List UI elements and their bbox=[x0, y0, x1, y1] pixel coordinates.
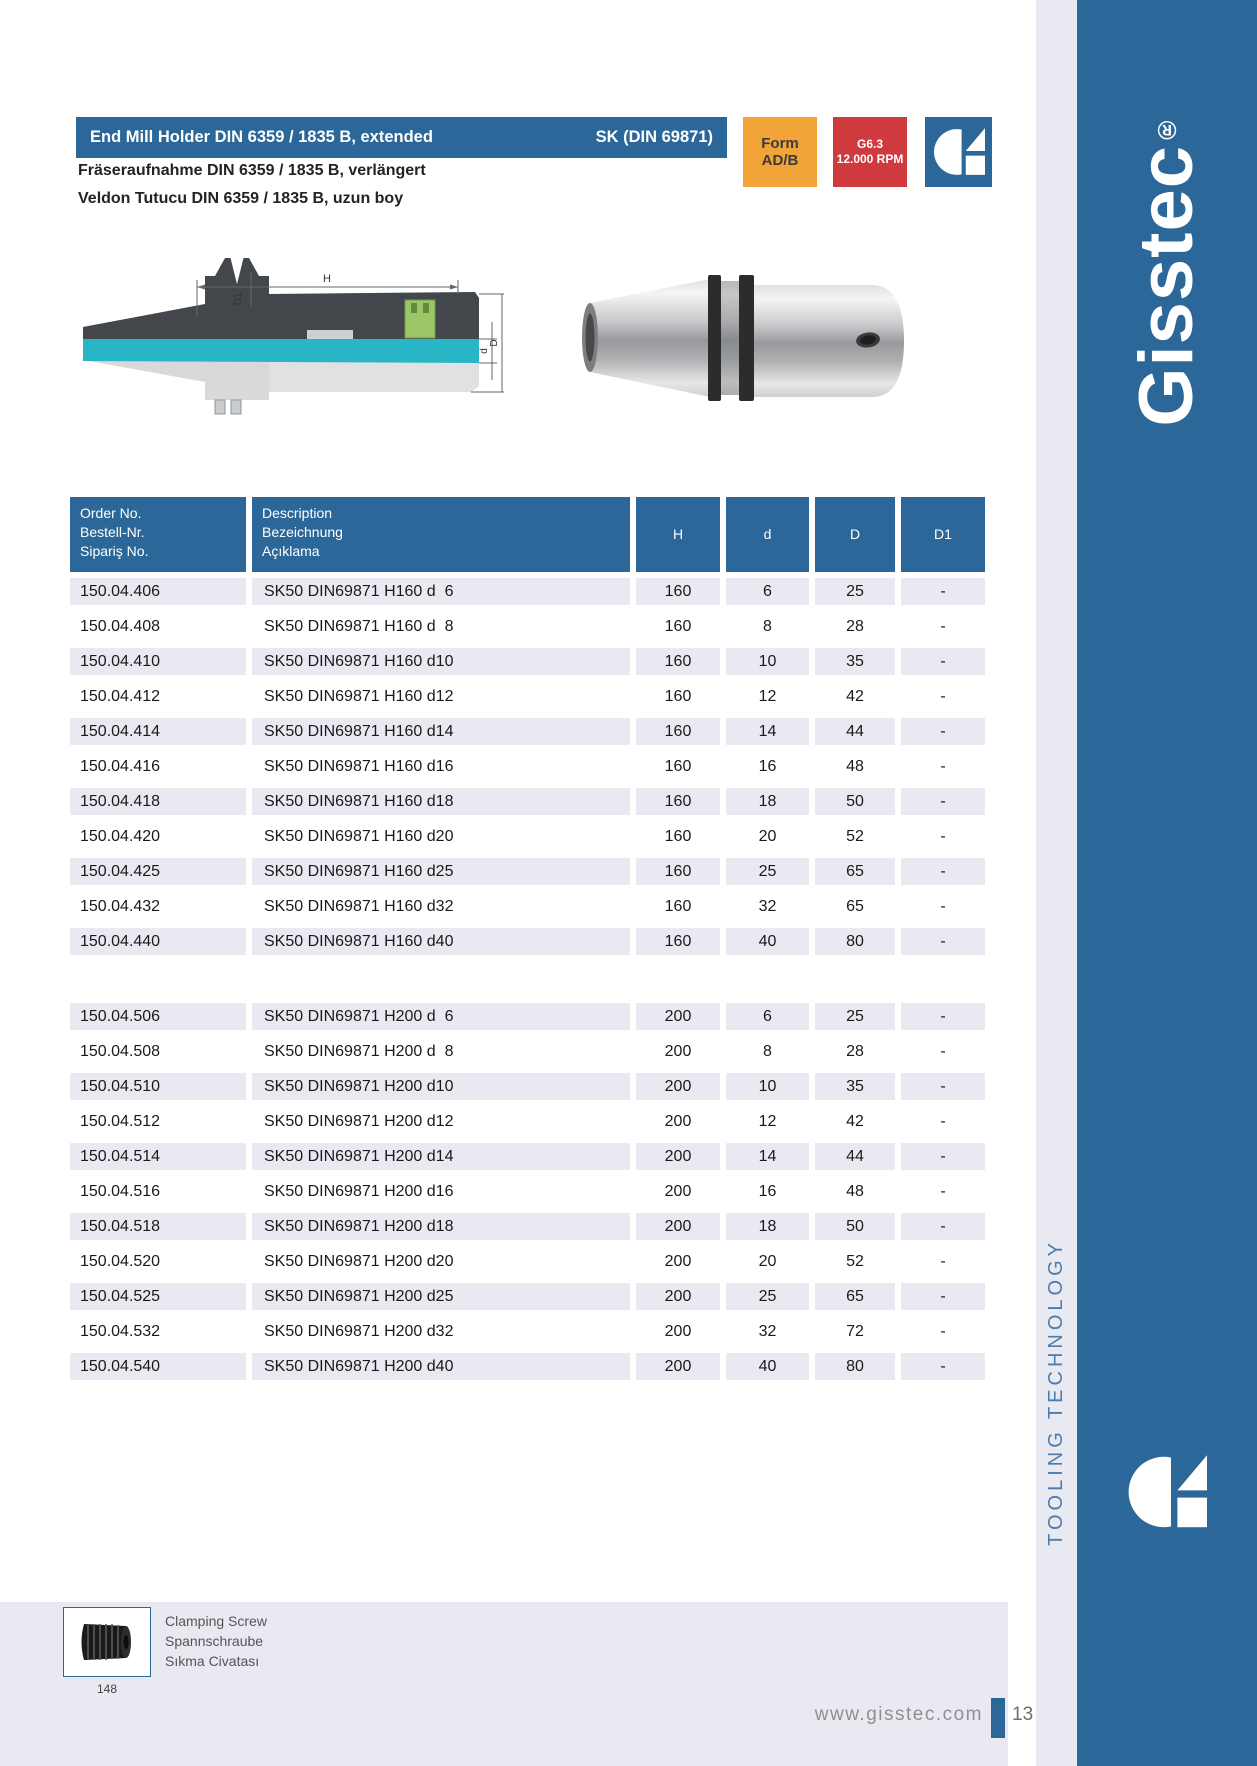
dim-label-D: D bbox=[489, 339, 500, 347]
cell-D: 52 bbox=[846, 828, 864, 845]
cell-order-no: 150.04.410 bbox=[70, 648, 246, 675]
cell-H: 160 bbox=[664, 898, 692, 915]
cell-description: SK50 DIN69871 H200 d18 bbox=[252, 1213, 630, 1240]
cell-D: 50 bbox=[815, 788, 895, 815]
cell-D1: - bbox=[940, 1253, 946, 1270]
cell-order-no: 150.04.420 bbox=[80, 828, 161, 845]
cell-order-no: 150.04.532 bbox=[80, 1323, 161, 1340]
header-order-line1: Order No. bbox=[80, 505, 142, 521]
brand-wordmark-wrap bbox=[1077, 60, 1257, 480]
header-desc-line1: Description bbox=[262, 505, 333, 521]
cell-order-no: 150.04.406 bbox=[70, 578, 246, 605]
cell-D: 28 bbox=[846, 618, 864, 635]
cell-H: 160 bbox=[636, 578, 720, 605]
cell-D1: - bbox=[940, 688, 946, 705]
cell-order-no: 150.04.440 bbox=[70, 928, 246, 955]
cell-D1: - bbox=[940, 1183, 946, 1200]
header-order-line2: Bestell-Nr. bbox=[80, 524, 145, 540]
cell-H: 200 bbox=[664, 1043, 692, 1060]
cell-description: SK50 DIN69871 H200 d 6 bbox=[252, 1003, 630, 1030]
cell-D1: - bbox=[901, 578, 985, 605]
cell-D1: - bbox=[901, 788, 985, 815]
cell-D1: - bbox=[901, 1353, 985, 1380]
cell-description: SK50 DIN69871 H200 d16 bbox=[264, 1183, 454, 1200]
table-row bbox=[70, 1108, 985, 1135]
cell-order-no: 150.04.412 bbox=[80, 688, 161, 705]
cell-order-no: 150.04.506 bbox=[70, 1003, 246, 1030]
cell-d: 8 bbox=[763, 1043, 772, 1060]
table-row bbox=[70, 578, 985, 605]
cell-d: 32 bbox=[758, 1323, 777, 1340]
cell-description: SK50 DIN69871 H160 d20 bbox=[264, 828, 454, 845]
cell-D: 52 bbox=[846, 1253, 864, 1270]
cell-description: SK50 DIN69871 H160 d40 bbox=[252, 928, 630, 955]
cell-order-no: 150.04.418 bbox=[70, 788, 246, 815]
table-group-gap bbox=[70, 963, 985, 1003]
table-row bbox=[70, 1283, 985, 1310]
cell-H: 200 bbox=[636, 1213, 720, 1240]
cell-order-no: 150.04.540 bbox=[70, 1353, 246, 1380]
cell-D: 44 bbox=[815, 718, 895, 745]
cell-H: 160 bbox=[636, 718, 720, 745]
balance-grade-badge bbox=[833, 117, 907, 187]
cell-D1: - bbox=[901, 718, 985, 745]
cell-D1: - bbox=[940, 1323, 946, 1340]
cell-H: 200 bbox=[664, 1183, 692, 1200]
cell-description: SK50 DIN69871 H200 d10 bbox=[252, 1073, 630, 1100]
cell-d: 10 bbox=[726, 648, 809, 675]
table-row bbox=[70, 928, 985, 955]
cell-D1: - bbox=[901, 1283, 985, 1310]
header-order-line3: Sipariş No. bbox=[80, 543, 149, 559]
cell-order-no: 150.04.518 bbox=[70, 1213, 246, 1240]
table-row bbox=[70, 1073, 985, 1100]
table-row bbox=[70, 648, 985, 675]
cell-D: 28 bbox=[846, 1043, 864, 1060]
cell-D1: - bbox=[940, 618, 946, 635]
clamping-screw-image-frame bbox=[63, 1607, 151, 1677]
table-row bbox=[70, 1318, 985, 1345]
page-number-tab bbox=[991, 1698, 1005, 1738]
page-number: 13 bbox=[1012, 1704, 1034, 1725]
cell-d: 25 bbox=[726, 1283, 809, 1310]
cell-description: SK50 DIN69871 H200 d25 bbox=[252, 1283, 630, 1310]
cell-D1: - bbox=[940, 1113, 946, 1130]
cell-D1: - bbox=[901, 1143, 985, 1170]
accessory-footer-block bbox=[0, 1602, 1008, 1766]
cell-H: 160 bbox=[636, 648, 720, 675]
accessory-caption bbox=[165, 1611, 267, 1671]
website-link[interactable]: www.gisstec.com bbox=[814, 1704, 983, 1725]
cell-D: 65 bbox=[815, 1283, 895, 1310]
cell-D: 44 bbox=[815, 1143, 895, 1170]
cell-D1: - bbox=[940, 898, 946, 915]
cell-order-no: 150.04.416 bbox=[80, 758, 161, 775]
table-row bbox=[70, 1143, 985, 1170]
header-H: H bbox=[636, 497, 720, 572]
cell-D1: - bbox=[901, 1073, 985, 1100]
table-row bbox=[70, 893, 985, 920]
cell-d: 8 bbox=[763, 618, 772, 635]
cell-description: SK50 DIN69871 H160 d16 bbox=[264, 758, 454, 775]
form-badge-line1: Form bbox=[761, 135, 799, 152]
cell-H: 200 bbox=[664, 1113, 692, 1130]
cell-d: 6 bbox=[726, 578, 809, 605]
cell-d: 16 bbox=[758, 758, 777, 775]
cell-D: 48 bbox=[846, 758, 864, 775]
cell-description: SK50 DIN69871 H200 d14 bbox=[252, 1143, 630, 1170]
cell-description: SK50 DIN69871 H160 d25 bbox=[252, 858, 630, 885]
cell-description: SK50 DIN69871 H200 d40 bbox=[252, 1353, 630, 1380]
cell-D: 50 bbox=[815, 1213, 895, 1240]
form-badge-line2: AD/B bbox=[761, 152, 799, 169]
cell-d: 18 bbox=[726, 1213, 809, 1240]
cell-D1: - bbox=[940, 828, 946, 845]
cell-description: SK50 DIN69871 H200 d12 bbox=[264, 1113, 454, 1130]
form-badge bbox=[743, 117, 817, 187]
cell-H: 160 bbox=[664, 618, 692, 635]
cell-order-no: 150.04.520 bbox=[80, 1253, 161, 1270]
table-row bbox=[70, 718, 985, 745]
cell-H: 200 bbox=[636, 1073, 720, 1100]
cell-d: 12 bbox=[758, 1113, 777, 1130]
header-d: d bbox=[726, 497, 809, 572]
cell-order-no: 150.04.408 bbox=[80, 618, 161, 635]
cell-description: SK50 DIN69871 H160 d 6 bbox=[252, 578, 630, 605]
table-row bbox=[70, 1248, 985, 1275]
cell-H: 160 bbox=[636, 858, 720, 885]
table-row bbox=[70, 613, 985, 640]
table-row bbox=[70, 1038, 985, 1065]
cell-description: SK50 DIN69871 H160 d 8 bbox=[264, 618, 454, 635]
cell-D1: - bbox=[901, 1003, 985, 1030]
accessory-title-tr: Sıkma Civatası bbox=[165, 1653, 260, 1669]
cell-order-no: 150.04.508 bbox=[80, 1043, 161, 1060]
cell-H: 200 bbox=[636, 1143, 720, 1170]
cell-D: 48 bbox=[846, 1183, 864, 1200]
product-photo bbox=[520, 245, 920, 410]
cell-d: 16 bbox=[758, 1183, 777, 1200]
cell-H: 160 bbox=[664, 758, 692, 775]
tagline-text: TOOLING TECHNOLOGY bbox=[1045, 1239, 1067, 1546]
dim-label-d: d bbox=[479, 348, 490, 354]
cell-D: 80 bbox=[815, 1353, 895, 1380]
cell-H: 160 bbox=[664, 828, 692, 845]
product-subtitle-german: Fräseraufnahme DIN 6359 / 1835 B, verlängert bbox=[78, 162, 426, 179]
table-header-row bbox=[70, 497, 985, 572]
table-row bbox=[70, 1178, 985, 1205]
cell-d: 25 bbox=[726, 858, 809, 885]
cell-d: 10 bbox=[726, 1073, 809, 1100]
brand-name: Gisstec bbox=[1124, 144, 1209, 427]
spec-table bbox=[70, 497, 985, 1388]
table-row bbox=[70, 1003, 985, 1030]
cell-d: 20 bbox=[758, 828, 777, 845]
table-body bbox=[70, 578, 985, 1380]
table-row bbox=[70, 858, 985, 885]
header-D: D bbox=[815, 497, 895, 572]
cell-order-no: 150.04.512 bbox=[80, 1113, 161, 1130]
cell-D1: - bbox=[901, 1213, 985, 1240]
cell-description: SK50 DIN69871 H200 d 8 bbox=[264, 1043, 454, 1060]
cell-d: 12 bbox=[758, 688, 777, 705]
product-subtitle-turkish: Veldon Tutucu DIN 6359 / 1835 B, uzun boy bbox=[78, 190, 404, 207]
balance-grade-line1: G6.3 bbox=[856, 137, 883, 151]
cell-D: 65 bbox=[815, 858, 895, 885]
product-title-bar bbox=[76, 117, 727, 158]
cell-D: 25 bbox=[815, 578, 895, 605]
tagline-wrap bbox=[1036, 1175, 1077, 1610]
cell-H: 200 bbox=[664, 1253, 692, 1270]
brand-logo-badge bbox=[925, 117, 992, 187]
gisstec-logo-icon-large bbox=[1118, 1452, 1216, 1532]
cell-D1: - bbox=[901, 858, 985, 885]
clamping-screw-image bbox=[75, 1618, 139, 1666]
cell-D1: - bbox=[940, 758, 946, 775]
cell-H: 200 bbox=[636, 1283, 720, 1310]
cell-description: SK50 DIN69871 H160 d32 bbox=[264, 898, 454, 915]
cell-D: 72 bbox=[846, 1323, 864, 1340]
cell-H: 200 bbox=[636, 1003, 720, 1030]
cell-description: SK50 DIN69871 H160 d18 bbox=[252, 788, 630, 815]
cell-D: 35 bbox=[815, 1073, 895, 1100]
header-description bbox=[252, 497, 630, 572]
cell-D1: - bbox=[901, 928, 985, 955]
cell-order-no: 150.04.425 bbox=[70, 858, 246, 885]
cell-d: 40 bbox=[726, 1353, 809, 1380]
cell-order-no: 150.04.525 bbox=[70, 1283, 246, 1310]
cell-H: 160 bbox=[664, 688, 692, 705]
accessory-title-en: Clamping Screw bbox=[165, 1613, 267, 1629]
cell-H: 160 bbox=[636, 788, 720, 815]
header-D1: D1 bbox=[901, 497, 985, 572]
table-row bbox=[70, 1213, 985, 1240]
cell-D1: - bbox=[940, 1043, 946, 1060]
cell-D: 35 bbox=[815, 648, 895, 675]
header-order-no bbox=[70, 497, 246, 572]
brand-wordmark bbox=[1124, 113, 1209, 427]
cell-order-no: 150.04.514 bbox=[70, 1143, 246, 1170]
table-row bbox=[70, 683, 985, 710]
cell-order-no: 150.04.432 bbox=[80, 898, 161, 915]
table-row bbox=[70, 788, 985, 815]
cell-order-no: 150.04.516 bbox=[80, 1183, 161, 1200]
cell-D: 25 bbox=[815, 1003, 895, 1030]
cell-H: 200 bbox=[636, 1353, 720, 1380]
cell-description: SK50 DIN69871 H200 d20 bbox=[264, 1253, 454, 1270]
registered-mark: ® bbox=[1152, 113, 1182, 145]
cell-description: SK50 DIN69871 H160 d12 bbox=[264, 688, 454, 705]
cell-d: 14 bbox=[726, 1143, 809, 1170]
accessory-page-ref: 148 bbox=[96, 1682, 118, 1696]
accessory-title-de: Spannschraube bbox=[165, 1633, 264, 1649]
balance-grade-line2: 12.000 RPM bbox=[836, 152, 904, 166]
cell-description: SK50 DIN69871 H160 d10 bbox=[252, 648, 630, 675]
cell-d: 40 bbox=[726, 928, 809, 955]
cell-d: 18 bbox=[726, 788, 809, 815]
cell-D1: - bbox=[901, 648, 985, 675]
cell-H: 160 bbox=[636, 928, 720, 955]
cell-D: 80 bbox=[815, 928, 895, 955]
cell-order-no: 150.04.414 bbox=[70, 718, 246, 745]
taper-standard-label: SK (DIN 69871) bbox=[595, 128, 713, 146]
header-desc-line3: Açıklama bbox=[262, 543, 320, 559]
header-desc-line2: Bezeichnung bbox=[262, 524, 343, 540]
cell-D: 42 bbox=[846, 688, 864, 705]
cell-description: SK50 DIN69871 H200 d32 bbox=[264, 1323, 454, 1340]
product-title: End Mill Holder DIN 6359 / 1835 B, extended bbox=[90, 128, 433, 146]
table-row bbox=[70, 1353, 985, 1380]
technical-drawing bbox=[75, 242, 505, 422]
cell-d: 6 bbox=[726, 1003, 809, 1030]
cell-d: 32 bbox=[758, 898, 777, 915]
cell-D: 42 bbox=[846, 1113, 864, 1130]
cell-D: 65 bbox=[846, 898, 864, 915]
cell-d: 20 bbox=[758, 1253, 777, 1270]
cell-description: SK50 DIN69871 H160 d14 bbox=[252, 718, 630, 745]
table-row bbox=[70, 753, 985, 780]
dim-label-D1: D1 bbox=[233, 292, 244, 306]
table-row bbox=[70, 823, 985, 850]
cell-order-no: 150.04.510 bbox=[70, 1073, 246, 1100]
dim-label-H: H bbox=[323, 273, 331, 285]
cell-H: 200 bbox=[664, 1323, 692, 1340]
gisstec-logo-icon bbox=[933, 126, 985, 178]
cell-d: 14 bbox=[726, 718, 809, 745]
